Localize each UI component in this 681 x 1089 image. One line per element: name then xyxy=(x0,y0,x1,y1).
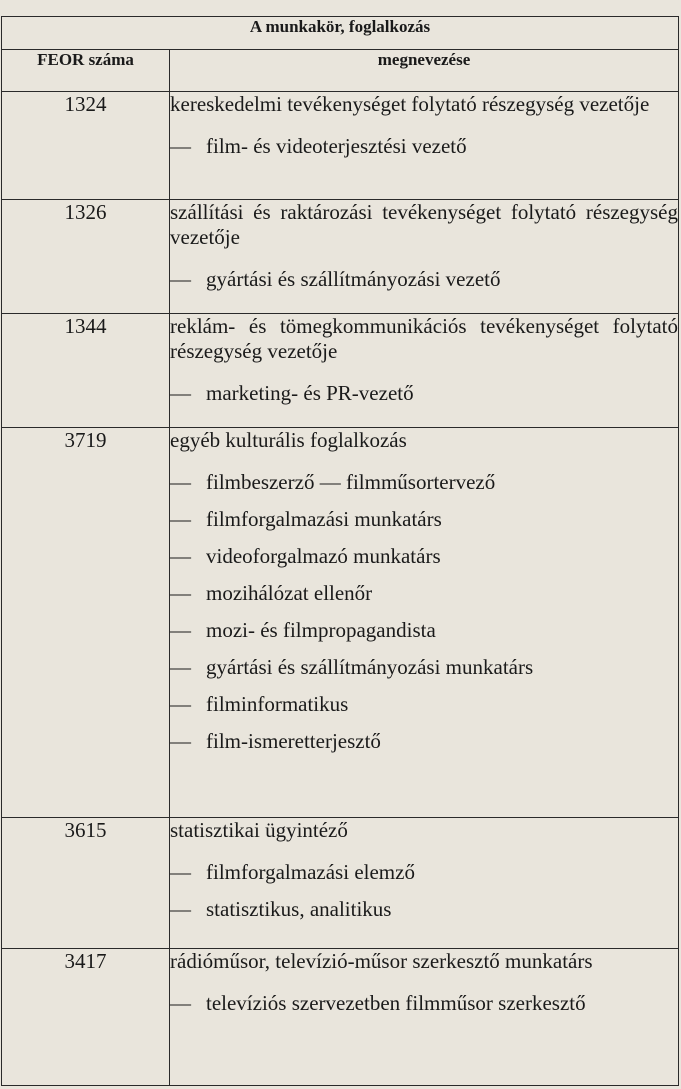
dash-marker: — xyxy=(170,896,191,921)
occupation-title: statisztikai ügyintéző xyxy=(170,817,348,842)
table-row xyxy=(2,428,679,818)
job-title-text: filmforgalmazási elemző xyxy=(206,859,415,884)
table-body xyxy=(2,91,679,1085)
table-row xyxy=(2,948,679,1085)
occupation-cell xyxy=(170,948,679,1085)
occupation-cell xyxy=(170,314,679,428)
occupation-title: kereskedelmi tevékenységet folytató részegység vezetője xyxy=(170,91,650,116)
job-title-item xyxy=(170,266,678,292)
job-title-item xyxy=(170,654,678,680)
occupation-title: reklám- és tömegkommunikációs tevékenységet folytató részegység vezetője xyxy=(170,314,678,364)
dash-marker: — xyxy=(170,729,191,754)
dash-marker: — xyxy=(170,507,191,532)
job-title-text: videoforgalmazó munkatárs xyxy=(206,544,441,569)
feor-code: 1344 xyxy=(2,314,170,428)
job-title-item xyxy=(170,580,678,606)
occupation-cell xyxy=(170,817,679,948)
job-title-item xyxy=(170,380,678,406)
feor-code: 3615 xyxy=(2,817,170,948)
header-row-columns xyxy=(2,50,679,91)
job-title-item xyxy=(170,617,678,643)
table-row xyxy=(2,817,679,948)
job-title-item xyxy=(170,728,678,754)
table-row xyxy=(2,314,679,428)
job-title-item xyxy=(170,469,678,495)
dash-marker: — xyxy=(170,470,191,495)
feor-code: 3719 xyxy=(2,428,170,818)
occupation-title: rádióműsor, televízió-műsor szerkesztő munkatárs xyxy=(170,948,593,973)
occupation-title: egyéb kulturális foglalkozás xyxy=(170,428,407,453)
dash-marker: — xyxy=(170,133,191,158)
job-title-text: mozi- és filmpropagandista xyxy=(206,618,436,643)
job-title-text: gyártási és szállítmányozási vezető xyxy=(206,267,501,292)
job-title-text: film- és videoterjesztési vezető xyxy=(206,133,467,158)
dash-marker: — xyxy=(170,655,191,680)
job-title-text: marketing- és PR-vezető xyxy=(206,381,414,406)
table-row xyxy=(2,200,679,314)
job-title-text: televíziós szervezetben filmműsor szerkesztő xyxy=(206,990,586,1015)
dash-marker: — xyxy=(170,381,191,406)
feor-code: 3417 xyxy=(2,948,170,1085)
job-title-text: film-ismeretterjesztő xyxy=(206,729,381,754)
feor-code: 1326 xyxy=(2,200,170,314)
occupation-title: szállítási és raktározási tevékenységet folytató részegység vezetője xyxy=(170,200,678,250)
table-row xyxy=(2,91,679,200)
dash-marker: — xyxy=(170,618,191,643)
job-title-item xyxy=(170,896,678,922)
job-title-text: mozihálózat ellenőr xyxy=(206,581,373,606)
dash-marker: — xyxy=(170,267,191,292)
job-title-item xyxy=(170,990,678,1016)
header-row-group xyxy=(2,17,679,50)
job-title-item xyxy=(170,691,678,717)
job-title-item xyxy=(170,543,678,569)
column-header-name: megnevezése xyxy=(170,50,679,91)
feor-table xyxy=(1,16,679,1086)
job-title-text: gyártási és szállítmányozási munkatárs xyxy=(206,655,534,680)
occupation-cell xyxy=(170,200,679,314)
job-title-text: filmforgalmazási munkatárs xyxy=(206,507,442,532)
dash-marker: — xyxy=(170,544,191,569)
dash-marker: — xyxy=(170,859,191,884)
job-title-text: statisztikus, analitikus xyxy=(206,896,392,921)
job-title-item xyxy=(170,506,678,532)
occupation-cell xyxy=(170,91,679,200)
dash-marker: — xyxy=(170,692,191,717)
job-title-text: filmbeszerző — filmműsortervező xyxy=(206,470,496,495)
column-header-code: FEOR száma xyxy=(2,50,170,91)
occupation-cell xyxy=(170,428,679,818)
job-title-item xyxy=(170,859,678,885)
job-title-text: filminformatikus xyxy=(206,692,349,717)
dash-marker: — xyxy=(170,990,191,1015)
job-title-item xyxy=(170,133,678,159)
dash-marker: — xyxy=(170,581,191,606)
header-group-title: A munkakör, foglalkozás xyxy=(2,17,679,50)
feor-code: 1324 xyxy=(2,91,170,200)
